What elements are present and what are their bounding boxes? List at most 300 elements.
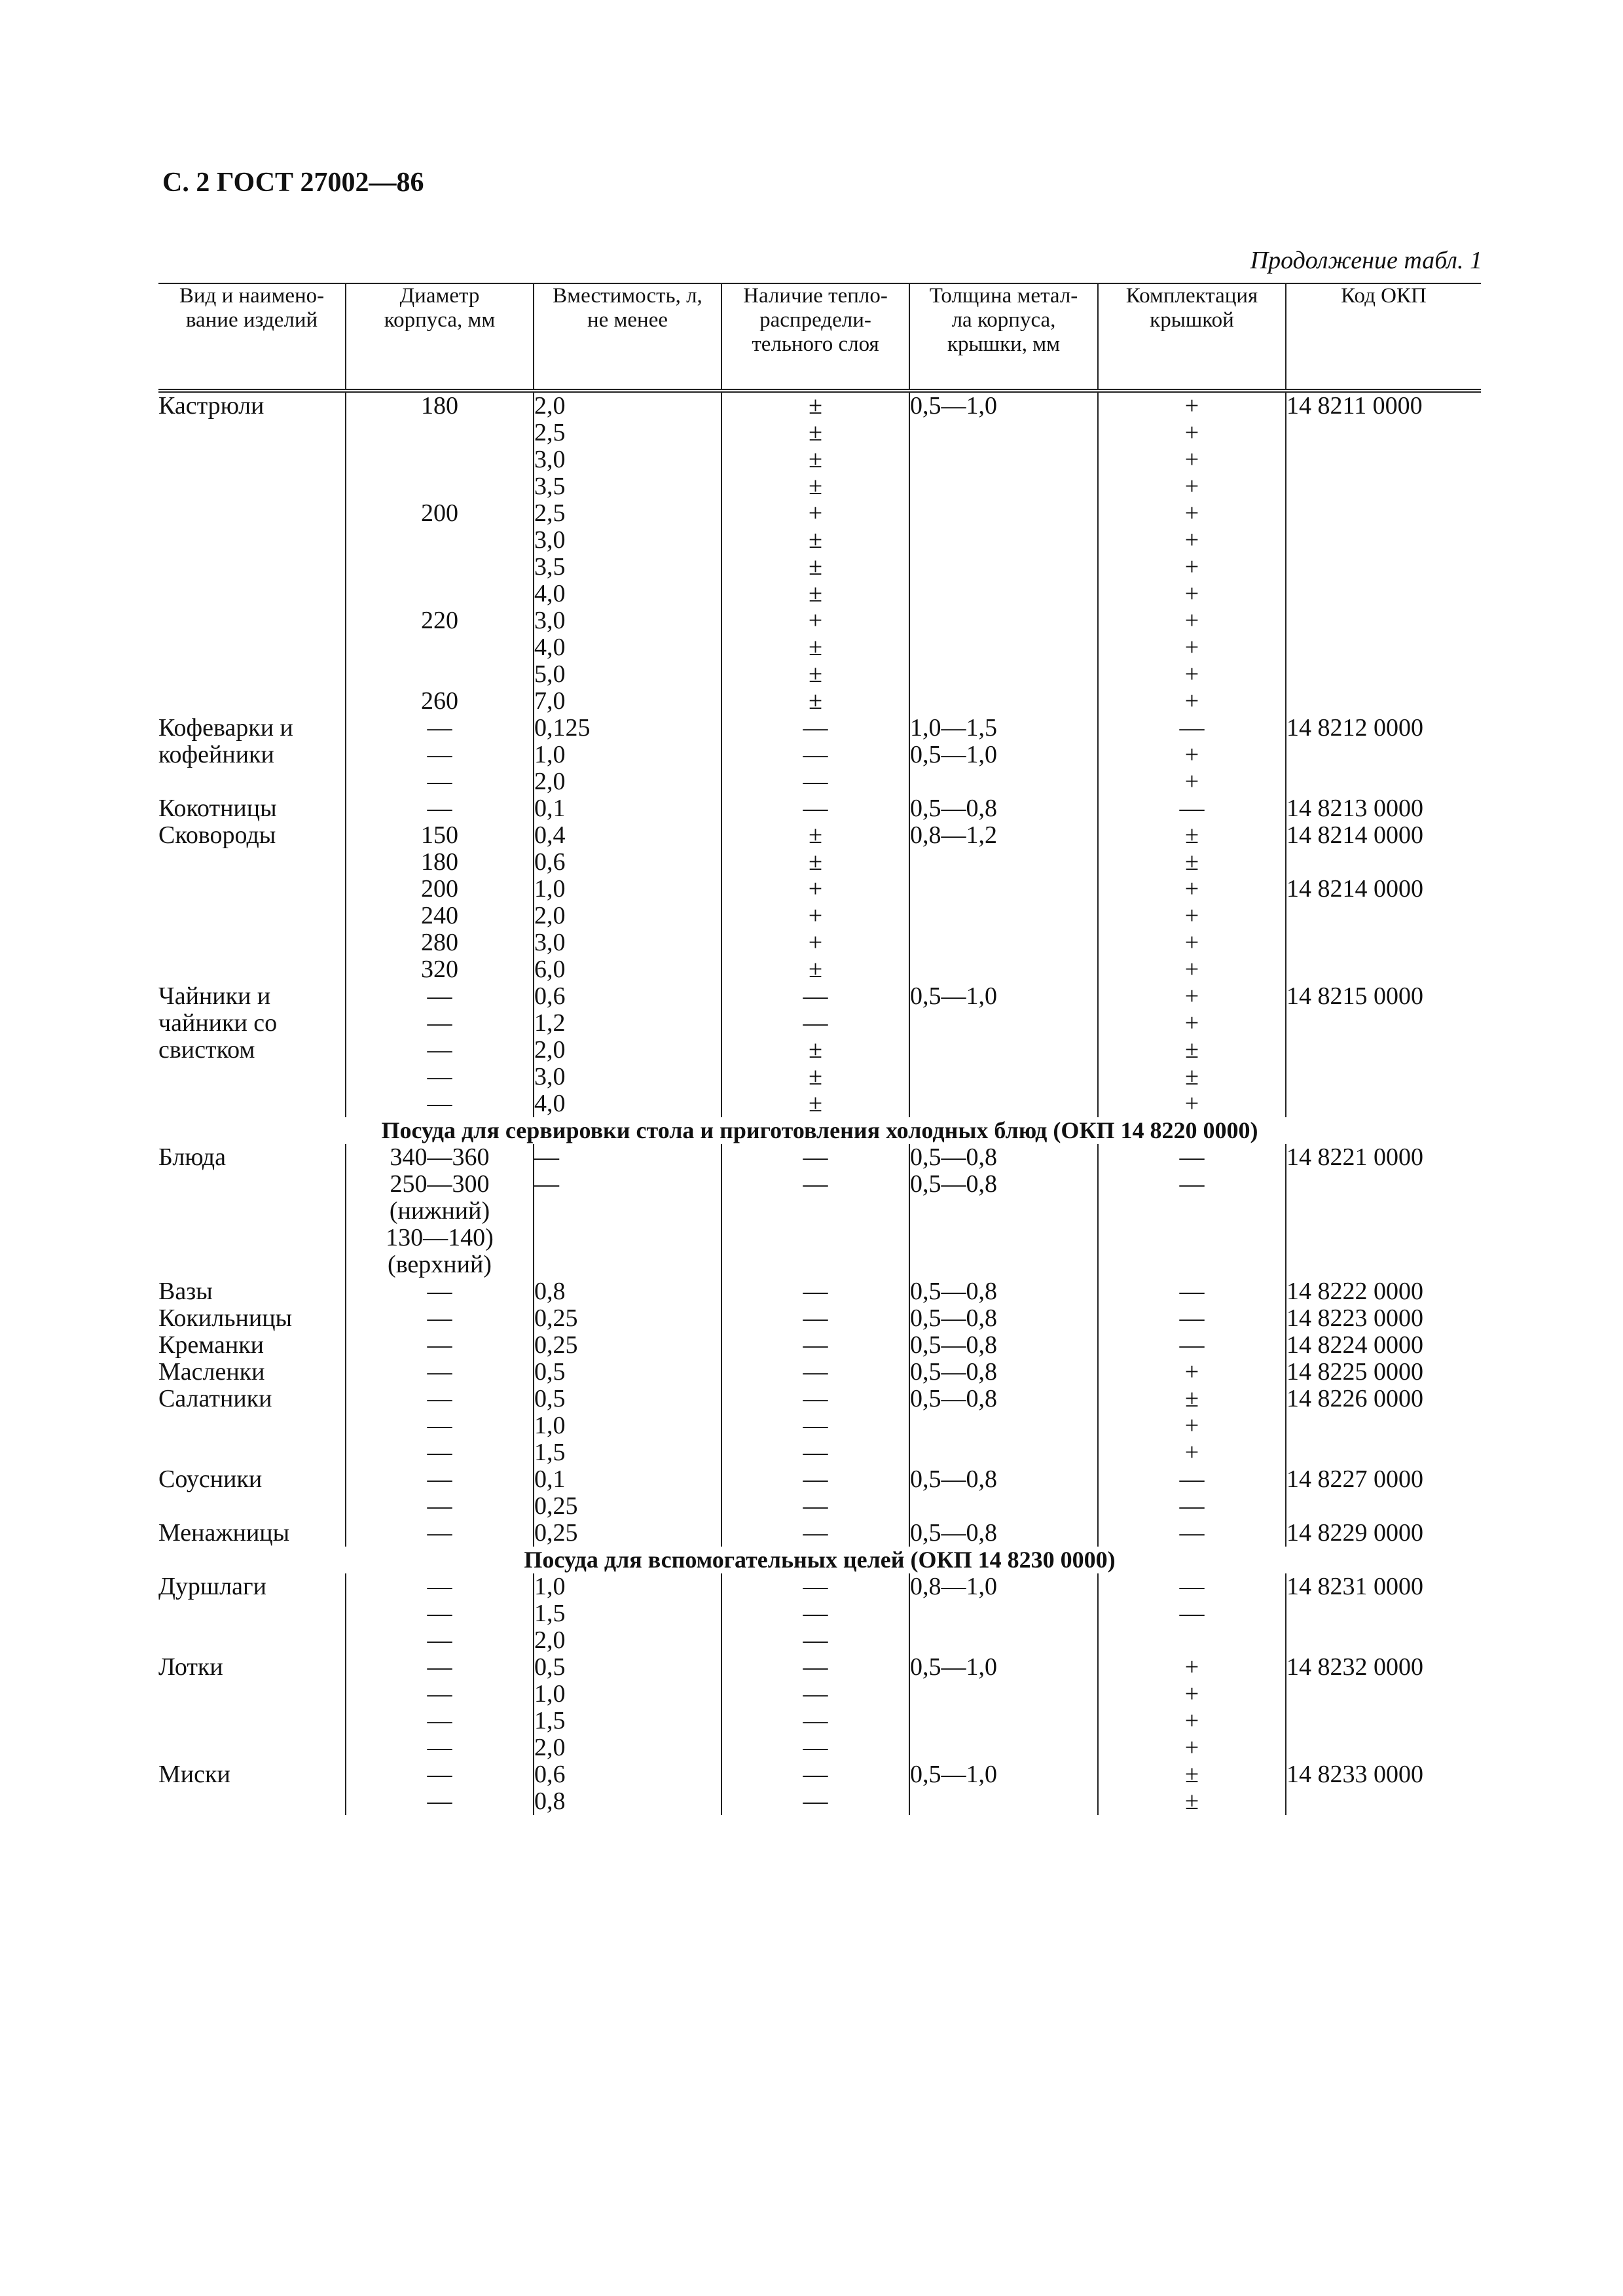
heat-layer-value: — <box>803 1278 828 1305</box>
cell-product-name <box>158 876 346 983</box>
cell-product-name <box>158 795 346 876</box>
okp-code-value: 14 8223 0000 <box>1286 1304 1423 1332</box>
capacity-value: 0,6 <box>534 982 566 1010</box>
heat-layer-value: ± <box>809 821 822 849</box>
diameter-value: 260 <box>421 687 458 715</box>
cell-product-name <box>158 983 346 1117</box>
capacity-value: 0,125 <box>534 714 591 742</box>
heat-layer-value: — <box>803 1009 828 1037</box>
heat-layer-value: — <box>803 1170 828 1198</box>
cell-lid <box>1098 1144 1286 1278</box>
diameter-value: — <box>427 1304 452 1332</box>
okp-code-value: 14 8215 0000 <box>1286 982 1423 1010</box>
section-title: Посуда для вспомогательных целей (ОКП 14 8230 0000) <box>524 1547 1116 1573</box>
capacity-value: 2,0 <box>534 1036 566 1064</box>
capacity-value: 2,0 <box>534 1734 566 1761</box>
capacity-value: 4,0 <box>534 580 566 607</box>
product-name-value: Чайники и <box>158 982 271 1010</box>
lid-value: + <box>1184 473 1199 500</box>
diameter-value: — <box>427 1385 452 1412</box>
cell-diameter <box>346 1144 534 1278</box>
diameter-value: — <box>427 1680 452 1708</box>
diameter-value: — <box>427 1653 452 1681</box>
diameter-value <box>346 634 533 661</box>
lid-value: — <box>1179 1304 1205 1332</box>
lid-value: + <box>1184 1439 1199 1466</box>
heat-layer-value: — <box>803 1439 828 1466</box>
heat-layer-value: ± <box>809 634 822 661</box>
lid-value: — <box>1179 1278 1205 1305</box>
thickness-value <box>910 1681 1097 1708</box>
table-row <box>158 1144 1481 1278</box>
cell-thickness <box>909 391 1098 715</box>
capacity-value: 0,1 <box>534 1465 566 1493</box>
spec-table <box>158 283 1481 1815</box>
diameter-value: — <box>427 1009 452 1037</box>
product-name-value: Соусники <box>158 1465 263 1493</box>
heat-layer-value: — <box>803 1331 828 1359</box>
cell-thickness <box>909 1278 1098 1466</box>
product-name-value <box>158 1600 345 1627</box>
lid-value: ± <box>1185 1385 1199 1412</box>
col-okp-code: Код ОКП <box>1286 283 1481 391</box>
lid-value: + <box>1184 526 1199 554</box>
section-heading-row <box>158 1117 1481 1144</box>
capacity-value: 0,4 <box>534 821 566 849</box>
lid-value: + <box>1184 1680 1199 1708</box>
thickness-value: 0,5—0,8 <box>910 1358 997 1386</box>
cell-thickness <box>909 1573 1098 1815</box>
diameter-value <box>346 581 533 607</box>
cell-capacity <box>534 1144 721 1278</box>
heat-layer-value: — <box>803 1707 828 1734</box>
cell-diameter <box>346 983 534 1117</box>
capacity-value: 2,5 <box>534 419 566 446</box>
thickness-value: 0,5—0,8 <box>910 1465 997 1493</box>
heat-layer-value: — <box>803 1653 828 1681</box>
product-name-value <box>158 1627 345 1654</box>
lid-value: + <box>1184 1009 1199 1037</box>
diameter-value: — <box>427 1278 452 1305</box>
cell-okp-code <box>1286 1466 1481 1547</box>
lid-value: + <box>1184 875 1199 903</box>
lid-value: ± <box>1185 848 1199 876</box>
table-row <box>158 1573 1481 1815</box>
col-body-diameter: Диаметр корпуса, мм <box>346 283 534 391</box>
cell-capacity <box>534 795 721 876</box>
cell-lid <box>1098 876 1286 983</box>
okp-code-value <box>1286 1708 1481 1734</box>
lid-value: + <box>1184 499 1199 527</box>
diameter-value: — <box>427 1519 452 1547</box>
lid-value: + <box>1184 580 1199 607</box>
diameter-value <box>346 527 533 554</box>
capacity-value: — <box>534 1143 559 1171</box>
product-name-value <box>158 876 345 903</box>
diameter-value: — <box>427 1331 452 1359</box>
heat-layer-value: ± <box>809 553 822 581</box>
capacity-value: 0,5 <box>534 1385 566 1412</box>
diameter-value: — <box>427 1626 452 1654</box>
product-name-value: Салатники <box>158 1385 272 1412</box>
heat-layer-value: — <box>803 795 828 822</box>
cell-lid <box>1098 391 1286 715</box>
diameter-value: — <box>427 1600 452 1627</box>
cell-product-name <box>158 1573 346 1815</box>
thickness-value: 0,5—0,8 <box>910 1143 997 1171</box>
capacity-value: 3,0 <box>534 1063 566 1090</box>
cell-heat-layer <box>721 1573 909 1815</box>
product-name-value: Лотки <box>158 1653 223 1681</box>
lid-value: + <box>1184 607 1199 634</box>
cell-diameter <box>346 795 534 876</box>
cell-product-name <box>158 1466 346 1547</box>
cell-capacity <box>534 391 721 715</box>
lid-value: — <box>1179 1170 1205 1198</box>
heat-layer-value: ± <box>809 446 822 473</box>
okp-code-value: 14 8212 0000 <box>1286 714 1423 742</box>
table-body <box>158 391 1481 1815</box>
heat-layer-value: — <box>803 1358 828 1386</box>
okp-code-value: 14 8224 0000 <box>1286 1331 1423 1359</box>
cell-thickness <box>909 1144 1098 1278</box>
heat-layer-value: ± <box>809 660 822 688</box>
capacity-value: 0,6 <box>534 1761 566 1788</box>
lid-value: — <box>1179 1331 1205 1359</box>
lid-value: — <box>1179 1519 1205 1547</box>
product-name-value: Дуршлаги <box>158 1573 266 1600</box>
cell-capacity <box>534 715 721 795</box>
cell-thickness <box>909 795 1098 876</box>
heat-layer-value: — <box>803 1626 828 1654</box>
product-name-value: Миски <box>158 1761 230 1788</box>
product-name-value: Кокотницы <box>158 795 277 822</box>
cell-capacity <box>534 983 721 1117</box>
thickness-value: 0,5—0,8 <box>910 1170 997 1198</box>
capacity-value: 0,5 <box>534 1653 566 1681</box>
capacity-value: 7,0 <box>534 687 566 715</box>
heat-layer-value: — <box>803 1787 828 1815</box>
thickness-value: 0,5—0,8 <box>910 1304 997 1332</box>
lid-value <box>1099 1627 1285 1654</box>
table-header-row <box>158 283 1481 391</box>
heat-layer-value: — <box>803 1600 828 1627</box>
diameter-value: 180 <box>421 848 458 876</box>
thickness-value <box>910 876 1097 903</box>
heat-layer-value: — <box>803 982 828 1010</box>
diameter-value: 130—140) <box>386 1224 494 1251</box>
okp-code-value: 14 8232 0000 <box>1286 1653 1423 1681</box>
lid-value: + <box>1184 419 1199 446</box>
product-name-value: Масленки <box>158 1358 265 1386</box>
capacity-value: 5,0 <box>534 660 566 688</box>
cell-lid <box>1098 715 1286 795</box>
diameter-value <box>346 446 533 473</box>
diameter-value: 320 <box>421 956 458 983</box>
product-name-value: чайники со <box>158 1009 278 1037</box>
diameter-value <box>346 420 533 446</box>
okp-code-value <box>1286 1600 1481 1627</box>
thickness-value <box>910 1627 1097 1654</box>
product-name-value <box>158 1493 345 1520</box>
diameter-value: — <box>427 1090 452 1117</box>
heat-layer-value: — <box>803 1143 828 1171</box>
heat-layer-value: + <box>808 607 823 634</box>
lid-value: — <box>1179 1143 1205 1171</box>
okp-code-value <box>1286 1627 1481 1654</box>
thickness-value: 0,5—1,0 <box>910 982 997 1010</box>
diameter-value: — <box>427 1465 452 1493</box>
capacity-value: 1,0 <box>534 1412 566 1439</box>
diameter-value: — <box>427 795 452 822</box>
lid-value: + <box>1184 553 1199 581</box>
heat-layer-value: + <box>808 902 823 929</box>
capacity-value: 0,8 <box>534 1787 566 1815</box>
diameter-value <box>346 661 533 688</box>
capacity-value: 1,0 <box>534 1680 566 1708</box>
capacity-value: 1,0 <box>534 875 566 903</box>
diameter-value: — <box>427 1761 452 1788</box>
cell-okp-code <box>1286 1278 1481 1466</box>
cell-thickness <box>909 983 1098 1117</box>
cell-diameter <box>346 1573 534 1815</box>
col-metal-thickness: Толщина метал- ла корпуса, крышки, мм <box>909 283 1098 391</box>
lid-value: ± <box>1185 1787 1199 1815</box>
lid-value: ± <box>1185 1036 1199 1064</box>
capacity-value: 1,2 <box>534 1009 566 1037</box>
heat-layer-value: ± <box>809 687 822 715</box>
diameter-value: 220 <box>421 607 458 634</box>
capacity-value: 3,0 <box>534 446 566 473</box>
cell-heat-layer <box>721 1144 909 1278</box>
cell-lid <box>1098 1278 1286 1466</box>
table-row <box>158 876 1481 983</box>
okp-code-value <box>1286 1681 1481 1708</box>
capacity-value: 4,0 <box>534 1090 566 1117</box>
diameter-value <box>346 554 533 581</box>
lid-value: + <box>1184 1358 1199 1386</box>
lid-value: — <box>1179 1492 1205 1520</box>
heat-layer-value: ± <box>809 473 822 500</box>
capacity-value: 6,0 <box>534 956 566 983</box>
col-capacity: Вместимость, л, не менее <box>534 283 721 391</box>
diameter-value: — <box>427 768 452 795</box>
page-header: С. 2 ГОСТ 27002—86 <box>162 168 424 198</box>
thickness-value: 0,5—0,8 <box>910 1331 997 1359</box>
lid-value: + <box>1184 956 1199 983</box>
capacity-value: 1,5 <box>534 1707 566 1734</box>
section-heading-row <box>158 1547 1481 1573</box>
cell-heat-layer <box>721 391 909 715</box>
capacity-value: 1,0 <box>534 1573 566 1600</box>
heat-layer-value: — <box>803 714 828 742</box>
lid-value: — <box>1179 795 1205 822</box>
cell-capacity <box>534 1573 721 1815</box>
heat-layer-value: ± <box>809 392 822 420</box>
diameter-value: — <box>427 1358 452 1386</box>
diameter-value: — <box>427 1063 452 1090</box>
cell-capacity <box>534 1466 721 1547</box>
cell-lid <box>1098 1573 1286 1815</box>
col-product-name: Вид и наимено- вание изделий <box>158 283 346 391</box>
lid-value: + <box>1184 902 1199 929</box>
diameter-value <box>346 473 533 500</box>
thickness-value <box>910 1734 1097 1761</box>
heat-layer-value: ± <box>809 848 822 876</box>
heat-layer-value: — <box>803 768 828 795</box>
capacity-value: 0,25 <box>534 1304 578 1332</box>
diameter-value: — <box>427 1734 452 1761</box>
thickness-value: 0,5—1,0 <box>910 392 997 420</box>
thickness-value: 0,8—1,2 <box>910 821 997 849</box>
product-name-value: Блюда <box>158 1143 226 1171</box>
capacity-value: 2,0 <box>534 1626 566 1654</box>
lid-value: + <box>1184 741 1199 768</box>
product-name-value <box>158 1681 345 1708</box>
lid-value: + <box>1184 392 1199 420</box>
heat-layer-value: + <box>808 499 823 527</box>
product-name-value <box>158 1708 345 1734</box>
cell-product-name <box>158 1144 346 1278</box>
heat-layer-value: — <box>803 1573 828 1600</box>
lid-value: — <box>1179 714 1205 742</box>
okp-code-value: 14 8225 0000 <box>1286 1358 1423 1386</box>
diameter-value: — <box>427 1573 452 1600</box>
diameter-value: — <box>427 1707 452 1734</box>
lid-value: + <box>1184 1734 1199 1761</box>
capacity-value: 0,1 <box>534 795 566 822</box>
diameter-value: — <box>427 714 452 742</box>
capacity-value: 4,0 <box>534 634 566 661</box>
cell-lid <box>1098 795 1286 876</box>
cell-okp-code <box>1286 1573 1481 1815</box>
table-row <box>158 795 1481 876</box>
cell-okp-code <box>1286 983 1481 1117</box>
lid-value: ± <box>1185 1761 1199 1788</box>
lid-value: + <box>1184 982 1199 1010</box>
okp-code-value: 14 8231 0000 <box>1286 1573 1423 1600</box>
thickness-value: 0,5—0,8 <box>910 1385 997 1412</box>
table-row <box>158 1466 1481 1547</box>
lid-value: + <box>1184 634 1199 661</box>
cell-diameter <box>346 391 534 715</box>
diameter-value: — <box>427 982 452 1010</box>
okp-code-value: 14 8214 0000 <box>1286 821 1423 849</box>
table-continuation-label: Продолжение табл. 1 <box>1250 247 1482 274</box>
cell-diameter <box>346 876 534 983</box>
product-name-value: Кокильницы <box>158 1304 293 1332</box>
capacity-value: 1,0 <box>534 741 566 768</box>
lid-value: ± <box>1185 1063 1199 1090</box>
heat-layer-value: — <box>803 1304 828 1332</box>
heat-layer-value: ± <box>809 956 822 983</box>
product-name-value: Креманки <box>158 1331 264 1359</box>
table-row <box>158 715 1481 795</box>
heat-layer-value: — <box>803 1519 828 1547</box>
lid-value: — <box>1179 1573 1205 1600</box>
lid-value: + <box>1184 929 1199 956</box>
cell-lid <box>1098 1466 1286 1547</box>
heat-layer-value: ± <box>809 526 822 554</box>
table-row <box>158 391 1481 715</box>
lid-value: + <box>1184 446 1199 473</box>
heat-layer-value: — <box>803 1734 828 1761</box>
thickness-value: 0,5—0,8 <box>910 795 997 822</box>
capacity-value: 3,5 <box>534 473 566 500</box>
okp-code-value: 14 8233 0000 <box>1286 1761 1423 1788</box>
lid-value: + <box>1184 1707 1199 1734</box>
cell-capacity <box>534 1278 721 1466</box>
lid-value: + <box>1184 1653 1199 1681</box>
product-name-value: Сковороды <box>158 821 276 849</box>
lid-value: + <box>1184 687 1199 715</box>
cell-product-name <box>158 715 346 795</box>
lid-value: + <box>1184 768 1199 795</box>
lid-value: + <box>1184 1090 1199 1117</box>
capacity-value: 3,0 <box>534 929 566 956</box>
product-name-value: Вазы <box>158 1278 213 1305</box>
capacity-value: 2,0 <box>534 392 566 420</box>
diameter-value: — <box>427 741 452 768</box>
cell-capacity <box>534 876 721 983</box>
okp-code-value: 14 8211 0000 <box>1286 392 1423 420</box>
diameter-value: — <box>427 1787 452 1815</box>
okp-code-value: 14 8226 0000 <box>1286 1385 1423 1412</box>
thickness-value: 0,5—0,8 <box>910 1278 997 1305</box>
capacity-value: 1,5 <box>534 1439 566 1466</box>
cell-okp-code <box>1286 715 1481 795</box>
thickness-value: 0,5—1,0 <box>910 1761 997 1788</box>
col-heat-layer: Наличие тепло- распредели- тельного слоя <box>721 283 909 391</box>
spec-table-wrapper <box>158 283 1481 1815</box>
cell-diameter <box>346 715 534 795</box>
thickness-value: 0,5—0,8 <box>910 1519 997 1547</box>
cell-heat-layer <box>721 1278 909 1466</box>
capacity-value: 3,0 <box>534 607 566 634</box>
diameter-value: — <box>427 1492 452 1520</box>
cell-heat-layer <box>721 983 909 1117</box>
diameter-value: 280 <box>421 929 458 956</box>
okp-code-value: 14 8222 0000 <box>1286 1278 1423 1305</box>
cell-thickness <box>909 1466 1098 1547</box>
cell-lid <box>1098 983 1286 1117</box>
diameter-value: 240 <box>421 902 458 929</box>
section-title: Посуда для сервировки стола и приготовления холодных блюд (ОКП 14 8220 0000) <box>381 1117 1258 1143</box>
capacity-value: — <box>534 1170 559 1198</box>
cell-okp-code <box>1286 391 1481 715</box>
diameter-value: (нижний) <box>389 1197 490 1225</box>
diameter-value: — <box>427 1412 452 1439</box>
capacity-value: 2,0 <box>534 768 566 795</box>
lid-value: + <box>1184 660 1199 688</box>
diameter-value: 340—360 <box>390 1143 490 1171</box>
diameter-value: 200 <box>421 499 458 527</box>
heat-layer-value: — <box>803 1680 828 1708</box>
capacity-value: 2,0 <box>534 902 566 929</box>
cell-diameter <box>346 1466 534 1547</box>
capacity-value: 1,5 <box>534 1600 566 1627</box>
heat-layer-value: ± <box>809 580 822 607</box>
heat-layer-value: — <box>803 1412 828 1439</box>
heat-layer-value: — <box>803 741 828 768</box>
diameter-value: 200 <box>421 875 458 903</box>
capacity-value: 0,5 <box>534 1358 566 1386</box>
capacity-value: 2,5 <box>534 499 566 527</box>
heat-layer-value: — <box>803 1465 828 1493</box>
heat-layer-value: — <box>803 1761 828 1788</box>
okp-code-value <box>1286 1493 1481 1520</box>
heat-layer-value: ± <box>809 1090 822 1117</box>
